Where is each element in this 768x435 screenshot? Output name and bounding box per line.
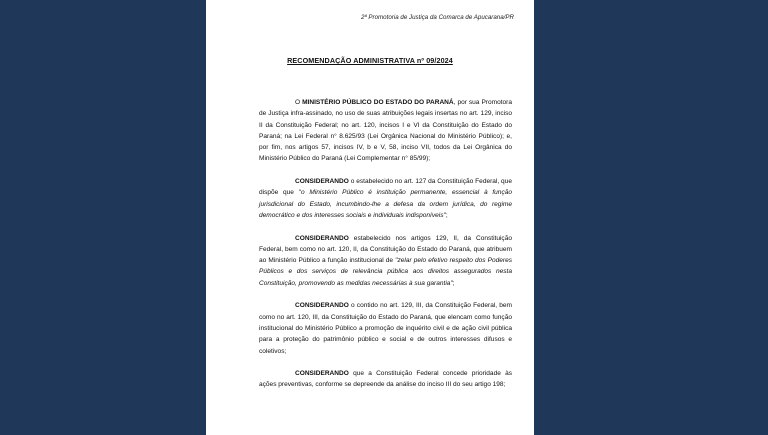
considerando-quote: "zelar pelo efetivo respeito dos Poderes Públicos e dos serviços de relevância pública aos direitos assegurados nesta Constituição, promovendo as medidas necessárias à sua garantia" [259, 257, 512, 287]
considerando-paragraph [259, 176, 512, 221]
intro-pre: O [295, 99, 303, 106]
considerando-text: que a Constituição Federal concede prioridade às ações preventivas, conforme se depreende da análise do inciso III do seu artigo 198; [259, 370, 512, 389]
page-header: 2ª Promotoria de Justiça da Comarca de Apucarana/PR [360, 14, 514, 21]
considerando-paragraph [259, 300, 512, 356]
considerando-keyword: CONSIDERANDO [295, 302, 349, 310]
considerando-paragraph [259, 233, 512, 289]
document-title: RECOMENDAÇÃO ADMINISTRATIVA nº 09/2024 [287, 56, 453, 65]
document-body [259, 97, 512, 391]
considerando-keyword: CONSIDERANDO [295, 178, 349, 186]
considerando-after: ; [452, 279, 455, 287]
intro-text: , por sua Promotora de Justiça infra-assinado, no uso de suas atribuições legais insertas no art. 129, inciso II da Constituição Federal; no art. 120, incisos I e VI da Constituição do Estado do Paraná; na Lei Federal n° 8.625/93 (Lei Orgânica Nacional do Ministério Público); e, por fim, nos artigos 57, incisos IV, b e V, 58, inciso VII, todos da Lei Orgânica do Ministério Público do Paraná (Lei Complementar n° 85/99); [259, 99, 513, 163]
considerando-text: o estabelecido no art. 127 da Constituição Federal, que dispõe que [259, 178, 512, 197]
considerando-keyword: CONSIDERANDO [295, 234, 349, 242]
considerando-text: o contido no art. 129, III, da Constituição Federal, bem como no art. 120, III, da Constituição do Estado do Paraná, que elencam como função institucional do Ministério Público a promoção de inquérito civil e de ação civil pública para a proteção do patrimônio público e social e de outros interesses difusos e coletivos; [259, 302, 512, 355]
considerando-keyword: CONSIDERANDO [295, 370, 349, 378]
considerando-quote: "o Ministério Público é instituição permanente, essencial à função jurisdicional do Estado, incumbindo-lhe a defesa da ordem jurídica, do regime democrático e dos interesses sociais e individuais indisponíveis" [259, 189, 513, 219]
intro-paragraph [259, 97, 512, 165]
document-page [206, 0, 534, 435]
considerando-paragraph [259, 368, 512, 391]
considerando-after: ; [445, 211, 448, 219]
intro-institution: MINISTÉRIO PÚBLICO DO ESTADO DO PARANÁ [302, 99, 454, 106]
considerando-text: estabelecido nos artigos 129, II, da Constituição Federal, bem como no art. 120, II, da Constituição do Estado do Paraná, que atribuem ao Ministério Público a função institucional de [259, 234, 512, 265]
